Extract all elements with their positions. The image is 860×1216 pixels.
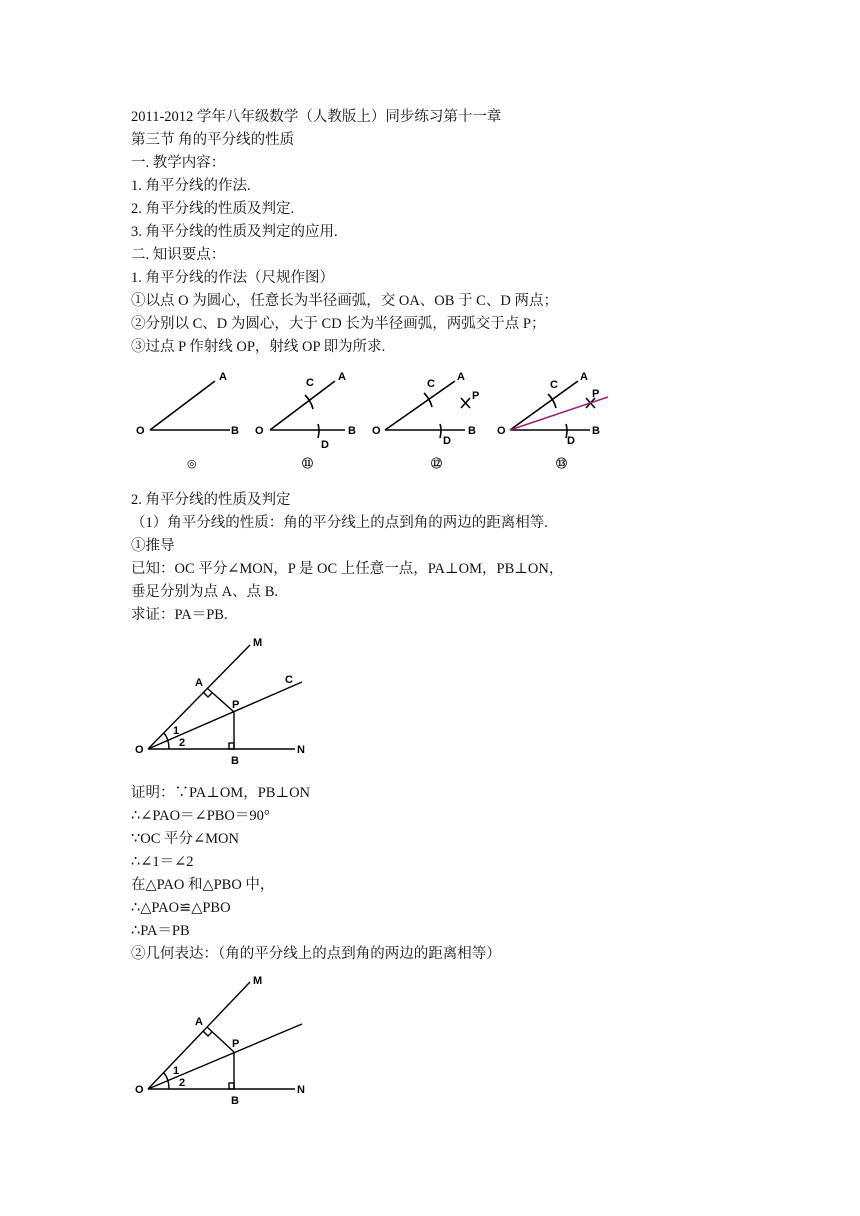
label-p: P <box>232 699 240 711</box>
derivation-heading: ①推导 <box>131 538 175 554</box>
section-title: 第三节 角的平分线的性质 <box>131 132 295 148</box>
document-title: 2011-2012 学年八年级数学（人教版上）同步练习第十一章 <box>131 109 502 125</box>
angle-label-1: 1 <box>173 1065 180 1077</box>
label-a: A <box>195 677 203 689</box>
label-d: D <box>443 435 451 447</box>
construction-step: ②分别以 C、D 为圆心，大于 CD 长为半径画弧，两弧交于点 P； <box>131 316 546 332</box>
label-c: C <box>427 378 435 390</box>
label-o: O <box>135 744 144 756</box>
construction-step: ①以点 O 为圆心，任意长为半径画弧，交 OA、OB 于 C、D 两点； <box>131 293 558 309</box>
label-m: M <box>253 975 263 987</box>
label-b: B <box>231 755 239 767</box>
label-o: O <box>497 425 506 437</box>
proof-line: 证明：∵PA⊥OM，PB⊥ON <box>131 785 311 801</box>
label-b: B <box>231 425 239 437</box>
label-a: A <box>580 371 588 383</box>
label-o: O <box>372 425 381 437</box>
content-item: 1. 角平分线的作法. <box>131 178 251 194</box>
label-c: C <box>306 377 314 389</box>
property-heading: 2. 角平分线的性质及判定 <box>131 492 291 508</box>
proof-line: ∴△PAO≌△PBO <box>131 900 231 916</box>
part2-heading: 二. 知识要点： <box>131 247 226 263</box>
construction-figure <box>0 360 860 490</box>
label-o: O <box>255 425 264 437</box>
label-n: N <box>297 744 305 756</box>
label-o: O <box>136 425 145 437</box>
step-caption: ⑫ <box>431 457 442 470</box>
label-c: C <box>285 674 293 686</box>
label-p: P <box>592 388 600 400</box>
label-a: A <box>195 1016 203 1028</box>
part1-heading: 一. 教学内容： <box>131 155 226 171</box>
label-b: B <box>231 1095 239 1107</box>
step-caption: ⑬ <box>556 457 567 470</box>
label-d: D <box>321 439 329 451</box>
step-caption: ⑪ <box>302 457 313 470</box>
step-caption: ◎ <box>187 457 197 470</box>
label-p: P <box>472 390 480 402</box>
label-o: O <box>135 1084 144 1096</box>
geometric-expression-figure <box>0 962 860 1112</box>
label-d: D <box>567 435 575 447</box>
construction-step: ③过点 P 作射线 OP，射线 OP 即为所求. <box>131 339 386 355</box>
label-p: P <box>232 1038 240 1050</box>
label-a: A <box>219 371 227 383</box>
content-item: 2. 角平分线的性质及判定. <box>131 201 295 217</box>
label-n: N <box>297 1084 305 1096</box>
label-m: M <box>253 637 263 649</box>
content-item: 3. 角平分线的性质及判定的应用. <box>131 224 338 240</box>
prove-line: 求证：PA＝PB. <box>131 607 228 623</box>
label-b: B <box>468 425 476 437</box>
label-a: A <box>338 371 346 383</box>
given-line: 垂足分别为点 A、点 B. <box>131 584 279 600</box>
proof-line: ∵OC 平分∠MON <box>131 831 239 847</box>
angle-label-2: 2 <box>179 737 186 749</box>
label-b: B <box>348 425 356 437</box>
label-b: B <box>592 425 600 437</box>
geometric-expression: ②几何表达：（角的平分线上的点到角的两边的距离相等） <box>131 946 501 962</box>
proof-line: ∴∠PAO＝∠PBO＝90° <box>131 808 270 824</box>
angle-label-1: 1 <box>173 725 180 737</box>
given-line: 已知：OC 平分∠MON，P 是 OC 上任意一点，PA⊥OM，PB⊥ON， <box>131 561 564 577</box>
construction-heading: 1. 角平分线的作法（尺规作图） <box>131 270 334 286</box>
proof-line: ∴PA＝PB <box>131 923 190 939</box>
proof-line: 在△PAO 和△PBO 中， <box>131 877 275 893</box>
proof-line: ∴∠1＝∠2 <box>131 854 194 870</box>
label-c: C <box>550 379 558 391</box>
label-a: A <box>457 371 465 383</box>
bisector-property-figure <box>0 628 860 778</box>
angle-label-2: 2 <box>179 1077 186 1089</box>
property-statement: （1）角平分线的性质：角的平分线上的点到角的两边的距离相等. <box>131 515 548 531</box>
